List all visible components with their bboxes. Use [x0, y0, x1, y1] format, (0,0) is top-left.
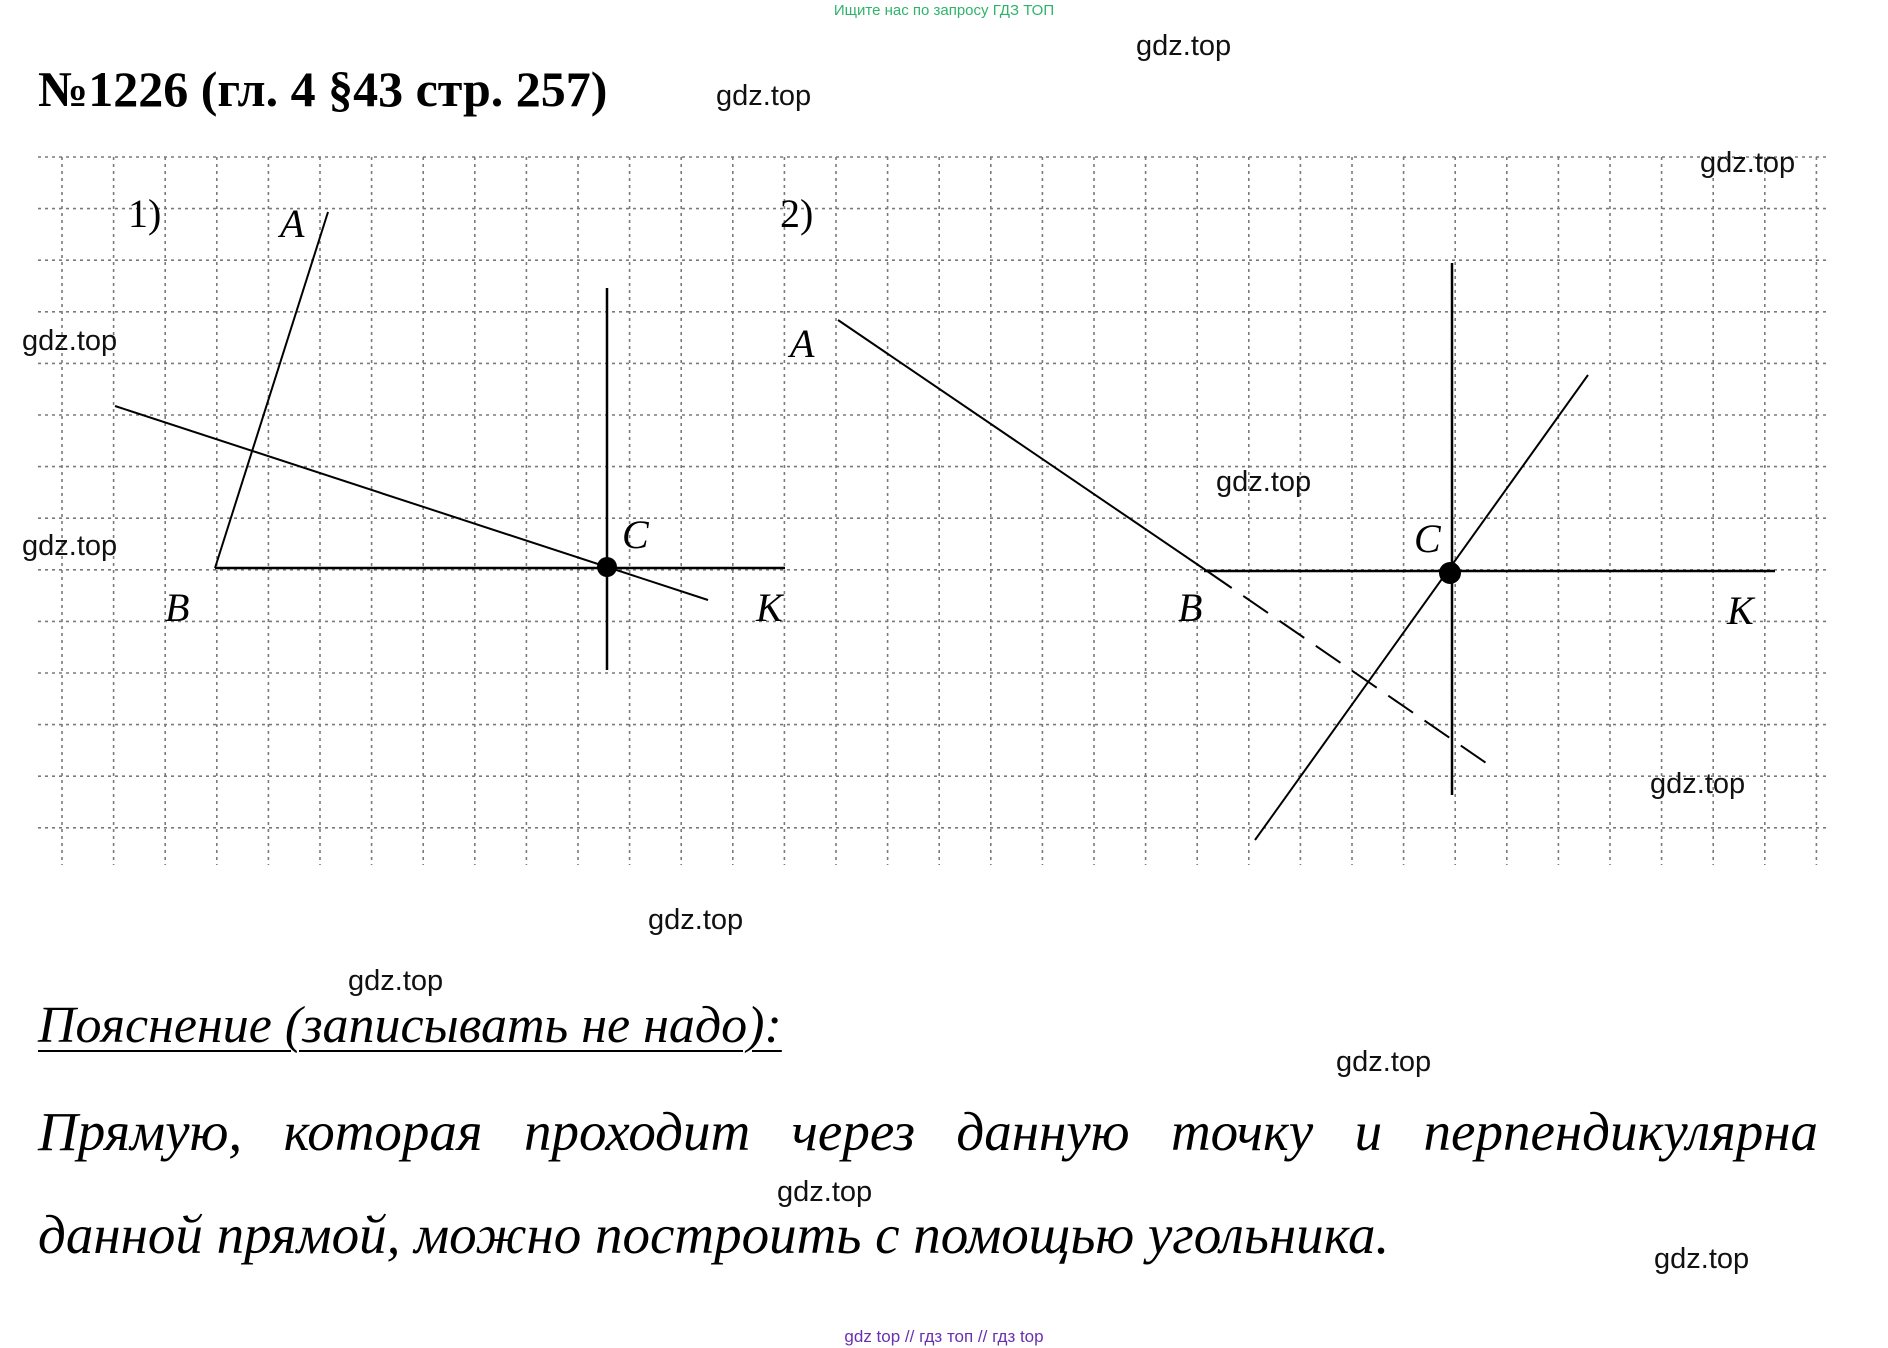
segment-b-a — [215, 212, 328, 568]
point-c — [1439, 562, 1461, 584]
page-title: №1226 (гл. 4 §43 стр. 257) — [38, 61, 608, 117]
footer-links[interactable]: gdz top // гдз топ // гдз top — [844, 1327, 1044, 1346]
watermark: gdz.top — [1654, 1243, 1750, 1275]
oblique-line — [1255, 375, 1588, 840]
oblique-line — [115, 406, 708, 600]
label-c: C — [1414, 516, 1441, 561]
watermark: gdz.top — [22, 325, 118, 357]
explanation-line-2: данной прямой, можно построить с помощью угольника. — [38, 1204, 1390, 1265]
figure-2 — [780, 191, 1775, 840]
watermark: gdz.top — [22, 530, 118, 562]
label-b: B — [165, 585, 190, 630]
dashed-extension — [1207, 571, 1492, 767]
watermark: gdz.top — [1700, 147, 1796, 179]
figure-1-number: 1) — [128, 191, 162, 236]
watermark: gdz.top — [348, 965, 444, 997]
label-b: B — [1178, 585, 1203, 630]
explanation-line-1: Прямую, которая проходит через данную точку и перпендикулярна — [38, 1101, 1818, 1162]
watermark: gdz.top — [1216, 466, 1312, 498]
figure-1 — [115, 191, 785, 670]
watermark: gdz.top — [777, 1176, 873, 1208]
label-k: К — [756, 585, 783, 630]
watermark: gdz.top — [1336, 1046, 1432, 1078]
figure-2-number: 2) — [780, 191, 814, 236]
point-c — [597, 557, 617, 577]
label-a: A — [790, 321, 815, 366]
watermark: gdz.top — [1650, 768, 1746, 800]
explanation-title: Пояснение (записывать не надо): — [38, 997, 782, 1054]
label-a: A — [280, 201, 305, 246]
watermark: gdz.top — [716, 80, 812, 112]
grid — [38, 157, 1830, 865]
watermark: gdz.top — [648, 904, 744, 936]
label-k: К — [1727, 588, 1754, 633]
watermark: gdz.top — [1136, 30, 1232, 62]
label-c: C — [622, 512, 649, 557]
top-banner[interactable]: Ищите нас по запросу ГДЗ ТОП — [833, 2, 1055, 19]
line-a-b — [838, 320, 1207, 571]
